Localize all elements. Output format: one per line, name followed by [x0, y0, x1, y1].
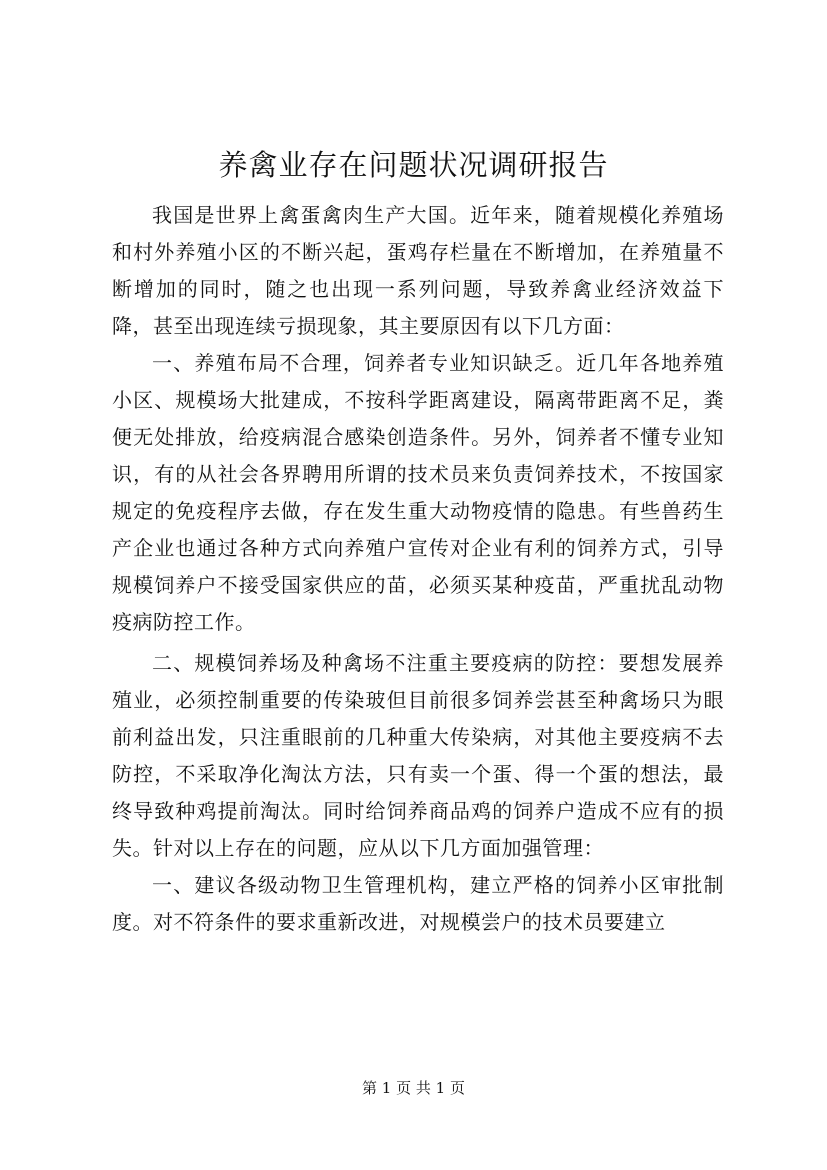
document-title: 养禽业存在问题状况调研报告: [218, 148, 609, 182]
paragraph-point-one: 一、养殖布局不合理，饲养者专业知识缺乏。近几年各地养殖小区、规模场大批建成，不按科学距离建设，隔离带距离不足，粪便无处排放，给疫病混合感染创造条件。另外，饲养者不懂专业知识，有的从社会各界聘用所谓的技术员来负责饲养技术，不按国家规定的免疫程序去做，存在发生重大动物疫情的隐患。有些兽药生产企业也通过各种方式向养殖户宣传对企业有利的饲养方式，引导规模饲养户不接受国家供应的苗，必须买某种疫苗，严重扰乱动物疫病防控工作。: [112, 351, 724, 634]
paragraph-point-two: 二、规模饲养场及种禽场不注重主要疫病的防控：要想发展养殖业，必须控制重要的传染玻但目前很多饲养尝甚至种禽场只为眼前利益出发，只注重眼前的几种重大传染病，对其他主要疫病不去防控，不采取净化淘汰方法，只有卖一个蛋、得一个蛋的想法，最终导致种鸡提前淘汰。同时给饲养商品鸡的饲养户造成不应有的损失。针对以上存在的问题，应从以下几方面加强管理：: [112, 651, 724, 860]
paragraph-intro: 我国是世界上禽蛋禽肉生产大国。近年来，随着规模化养殖场和村外养殖小区的不断兴起，蛋鸡存栏量在不断增加，在养殖量不断增加的同时，随之也出现一系列问题，导致养禽业经济效益下降，甚至出现连续亏损现象，其主要原因有以下几方面：: [112, 203, 724, 338]
page-footer: 第 1 页 共 1 页: [362, 1079, 465, 1097]
paragraph-recommendation-one: 一、建议各级动物卫生管理机构，建立严格的饲养小区审批制度。对不符条件的要求重新改进，对规模尝户的技术员要建立: [112, 873, 724, 934]
document-body: [112, 197, 724, 941]
